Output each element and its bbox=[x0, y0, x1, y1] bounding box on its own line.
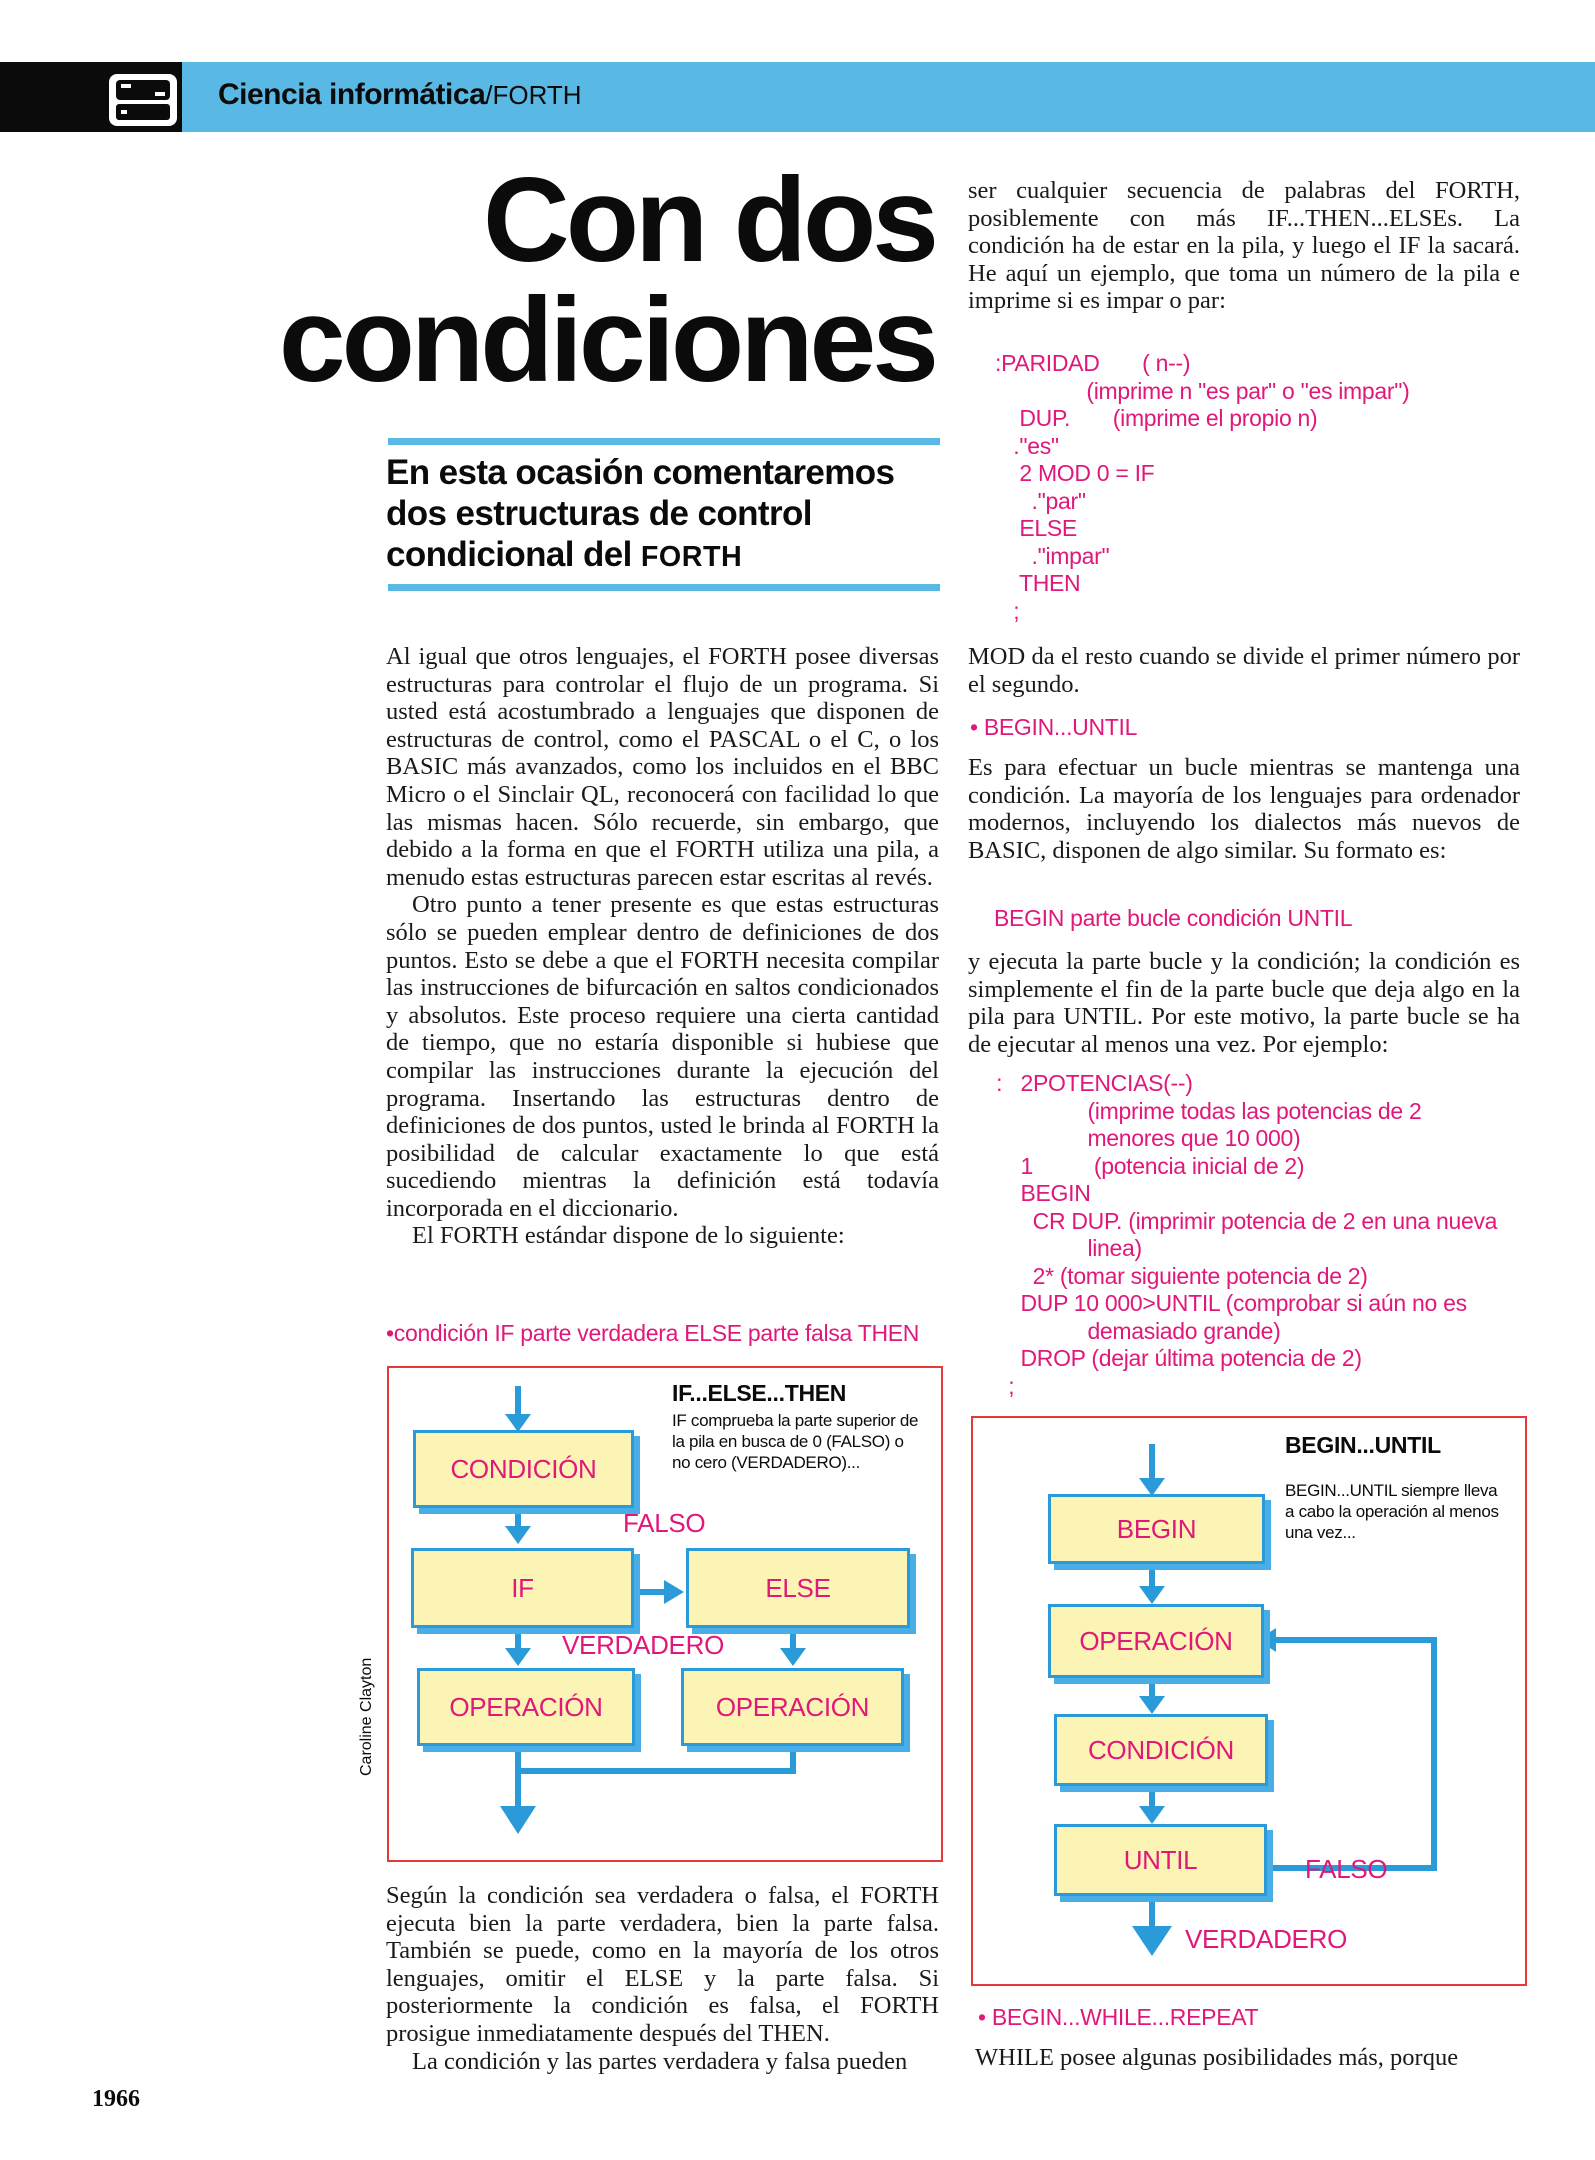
right-paragraph-1: ser cualquier secuencia de palabras del FORTH, posiblemente con más IF...THEN...ELSEs. La condición ha de estar en la pila, y luego el IF la sacará. He aquí un ejemplo, que toma un número de la pila e imprime si es impar o par: bbox=[968, 177, 1520, 315]
left-paragraph-1: Al igual que otros lenguajes, el FORTH posee diversas estructuras para controlar el flujo de un programa. Si usted está acostumbrado a lenguajes que disponen de estructuras de control, como el PASCAL o el C, o los BASIC más avanzados, como los incluidos en el BBC Micro o el Sinclair QL, reconocerá con facilidad lo que las mismas hacen. Sólo recuerde, sin embargo, que debido a la forma en que el FORTH utiliza una pila, a menudo estas estructuras parecen estar escritas al revés. bbox=[386, 643, 939, 891]
right-paragraph-4: y ejecuta la parte bucle y la condición; la condición es simplemente el fin de la parte bucle que deja algo en la pila para UNTIL. Por este motivo, la parte bucle se ha de ejecutar al menos una vez. Por ejemplo: bbox=[968, 948, 1520, 1058]
title-line-2: condiciones bbox=[278, 273, 935, 407]
left-paragraph-2: Otro punto a tener presente es que estas estructuras sólo se pueden emplear dentro de definiciones de dos puntos. Esto se debe a que el FORTH necesita compilar las instrucciones de bifurcación en saltos condicionados y absolutos. Este proceso requiere una cierta cantidad de tiempo, que no estaría disponible si hubiese que compilar las instrucciones durante la ejecución del programa. Insertando las estructuras dentro de definiciones de dos puntos, usted le brinda al FORTH la posibilidad de calcular exactamente lo que está sucediendo mientras la definición está todavía incorporada en el diccionario. bbox=[386, 891, 939, 1222]
subsection-name: /FORTH bbox=[485, 80, 582, 110]
begin-until-format: BEGIN parte bucle condición UNTIL bbox=[994, 905, 1353, 931]
diagram2-heading: BEGIN...UNTIL bbox=[1285, 1432, 1441, 1458]
right-paragraph-2: MOD da el resto cuando se divide el primer número por el segundo. bbox=[968, 643, 1520, 698]
diagram1-label-verdadero: VERDADERO bbox=[562, 1630, 724, 1660]
bullet-begin-until: • BEGIN...UNTIL bbox=[970, 714, 1138, 740]
flow-box-if: IF bbox=[411, 1548, 634, 1628]
right-paragraph-3: Es para efectuar un bucle mientras se mantenga una condición. La mayoría de los lenguajes para ordenador modernos, incluyendo los dialectos más nuevos de BASIC, disponen de algo similar. Su formato es: bbox=[968, 754, 1520, 864]
code-paridad: :PARIDAD ( n--) (imprime n "es par" o "es impar") DUP. (imprime el propio n) ."es" 2 MOD 0 = IF ."par" ELSE ."impar" THEN ; bbox=[995, 350, 1410, 624]
left-bullet-if-else: •condición IF parte verdadera ELSE parte falsa THEN bbox=[386, 1320, 920, 1346]
code-2potencias: : 2POTENCIAS(--) (imprime todas las potencias de 2 menores que 10 000) 1 (potencia inicial de 2) BEGIN CR DUP. (imprimir potencia de 2 en una nueva linea) 2* (tomar siguiente potencia de 2) DUP 10 000>UNTIL (comprobar si aún no es demasiado grande) DROP (dejar última potencia de 2) ; bbox=[996, 1070, 1498, 1399]
right-paragraph-5: WHILE posee algunas posibilidades más, porque bbox=[975, 2044, 1459, 2071]
bullet-begin-while-repeat: • BEGIN...WHILE...REPEAT bbox=[978, 2004, 1259, 2030]
flow-box-until: UNTIL bbox=[1054, 1824, 1267, 1896]
flow-box-operacion: OPERACIÓN bbox=[1048, 1604, 1264, 1678]
flow-box-else: ELSE bbox=[686, 1548, 910, 1628]
flow-box-begin: BEGIN bbox=[1048, 1494, 1265, 1564]
standfirst-forth: FORTH bbox=[640, 541, 743, 573]
diagram2-label-verdadero: VERDADERO bbox=[1185, 1924, 1347, 1954]
illustration-credit: Caroline Clayton bbox=[358, 1657, 375, 1776]
flow-box-condicion: CONDICIÓN bbox=[413, 1430, 634, 1508]
left-paragraph-3: El FORTH estándar dispone de lo siguiente: bbox=[412, 1222, 845, 1250]
flow-box-condicion-2: CONDICIÓN bbox=[1054, 1714, 1268, 1786]
diagram2-caption: BEGIN...UNTIL siempre lleva a cabo la operación al menos una vez... bbox=[1285, 1481, 1499, 1542]
flow-box-operacion-false: OPERACIÓN bbox=[681, 1668, 904, 1746]
diagram1-label-falso: FALSO bbox=[623, 1508, 706, 1538]
standfirst-text: En esta ocasión comentaremos dos estructuras de control condicional del bbox=[386, 453, 895, 574]
title-line-1: Con dos bbox=[483, 153, 935, 287]
left-paragraph-4: Según la condición sea verdadera o falsa, el FORTH ejecuta bien la parte verdadera, bien la parte falsa. También se puede, como en la mayoría de los otros lenguajes, omitir el ELSE y la parte falsa. Si posteriormente la condición es falsa, el FORTH prosigue inmediatamente después del THEN. bbox=[386, 1882, 939, 2047]
left-paragraph-5: La condición y las partes verdadera y falsa pueden bbox=[412, 2047, 908, 2075]
diagram1-heading: IF...ELSE...THEN bbox=[672, 1380, 847, 1406]
page-number: 1966 bbox=[92, 2086, 140, 2112]
flow-box-operacion-true: OPERACIÓN bbox=[417, 1668, 635, 1746]
diagram2-label-falso: FALSO bbox=[1305, 1854, 1388, 1884]
diagram1-caption: IF comprueba la parte superior de la pila en busca de 0 (FALSO) o no cero (VERDADERO)... bbox=[672, 1411, 919, 1472]
section-name: Ciencia informática bbox=[218, 78, 486, 111]
